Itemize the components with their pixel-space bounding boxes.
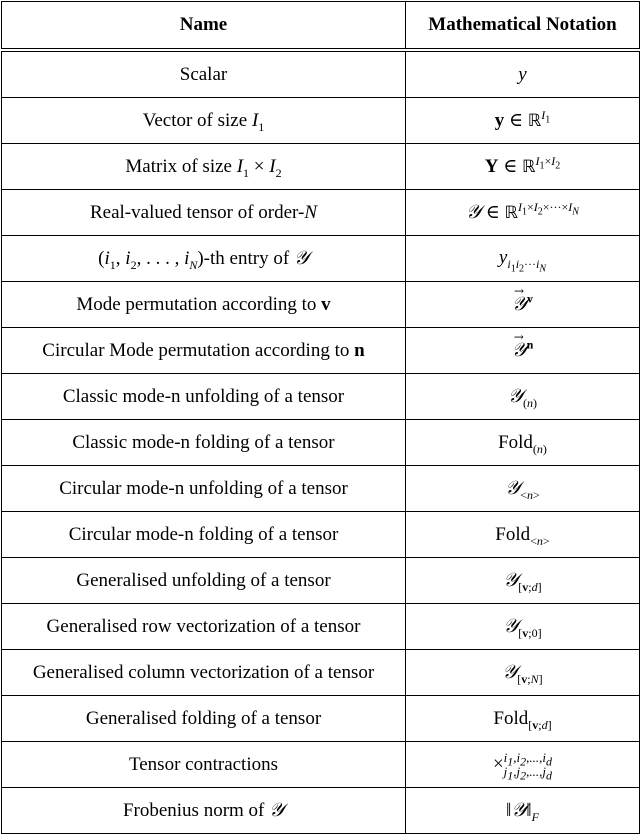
table-row [2, 236, 640, 282]
row-name: Frobenius norm of 𝒴 [2, 788, 406, 834]
row-notation: y ∈ ℝ$^{I_1}$ [406, 98, 640, 144]
row-name: Generalised folding of a tensor [2, 696, 406, 742]
header-notation: Mathematical Notation [406, 2, 640, 51]
row-notation: 𝒴$_{<n>}$ [406, 466, 640, 512]
row-name: Circular Mode permutation according to n [2, 328, 406, 374]
row-name: Circular mode-n unfolding of a tensor [2, 466, 406, 512]
header-name: Name [2, 2, 406, 51]
row-name: Mode permutation according to v [2, 282, 406, 328]
row-name: Scalar [2, 50, 406, 98]
row-name: ($i_1$, $i_2$, . . . , $i_N)-th$ entry of 𝒴 [2, 236, 406, 282]
table-row [2, 328, 640, 374]
row-notation: y [406, 50, 640, 98]
table-row [2, 420, 640, 466]
row-name: Matrix of size $I_1 \times I_2$ [2, 144, 406, 190]
table-row [2, 374, 640, 420]
row-notation: × $i_1,i_2,...,i_d$ $j_1,j_2,...,j_d$ [406, 742, 640, 788]
row-notation: $‖𝒴‖_F$ [406, 788, 640, 834]
table-row [2, 512, 640, 558]
row-name: Classic mode-n folding of a tensor [2, 420, 406, 466]
row-name: Tensor contractions [2, 742, 406, 788]
row-notation: Fold$_{<n>}$ [406, 512, 640, 558]
row-notation: 𝒴$_{[v;d]}$ [406, 558, 640, 604]
table-row [2, 466, 640, 512]
table-row [2, 50, 640, 98]
row-name: Circular mode-n folding of a tensor [2, 512, 406, 558]
row-name: Real-valued tensor of order-N [2, 190, 406, 236]
row-notation: 𝒴 ∈ ℝ$^{I_1\times I_2\times\cdot\cdot\cdot\times I_N}$ [406, 190, 640, 236]
table-row [2, 190, 640, 236]
header-row [2, 2, 640, 51]
row-name: Vector of size $I_1$ [2, 98, 406, 144]
row-name: Classic mode-n unfolding of a tensor [2, 374, 406, 420]
row-name: Generalised unfolding of a tensor [2, 558, 406, 604]
table-row [2, 604, 640, 650]
row-notation: Y ∈ ℝ$^{I_1\times I_2}$ [406, 144, 640, 190]
row-notation: $y_{i_1i_2\cdot\cdot\cdot i_N}$ [406, 236, 640, 282]
table-row [2, 742, 640, 788]
table-row [2, 696, 640, 742]
row-notation: 𝒴$_{[v;N]}$ [406, 650, 640, 696]
row-notation: 𝒴$_{(n)}$ [406, 374, 640, 420]
row-notation: Fold$_{[v;d]}$ [406, 696, 640, 742]
row-notation: Fold$_{(n)}$ [406, 420, 640, 466]
table-row [2, 144, 640, 190]
notation-table [1, 1, 640, 834]
table-row [2, 282, 640, 328]
row-notation: → 𝒴$^v$ [406, 282, 640, 328]
row-name: Generalised row vectorization of a tensor [2, 604, 406, 650]
row-name: Generalised column vectorization of a tensor [2, 650, 406, 696]
table-row [2, 98, 640, 144]
row-notation: → 𝒴$^n$ [406, 328, 640, 374]
table-row [2, 650, 640, 696]
table-row [2, 558, 640, 604]
row-notation: 𝒴$_{[v;0]}$ [406, 604, 640, 650]
table-row [2, 788, 640, 834]
